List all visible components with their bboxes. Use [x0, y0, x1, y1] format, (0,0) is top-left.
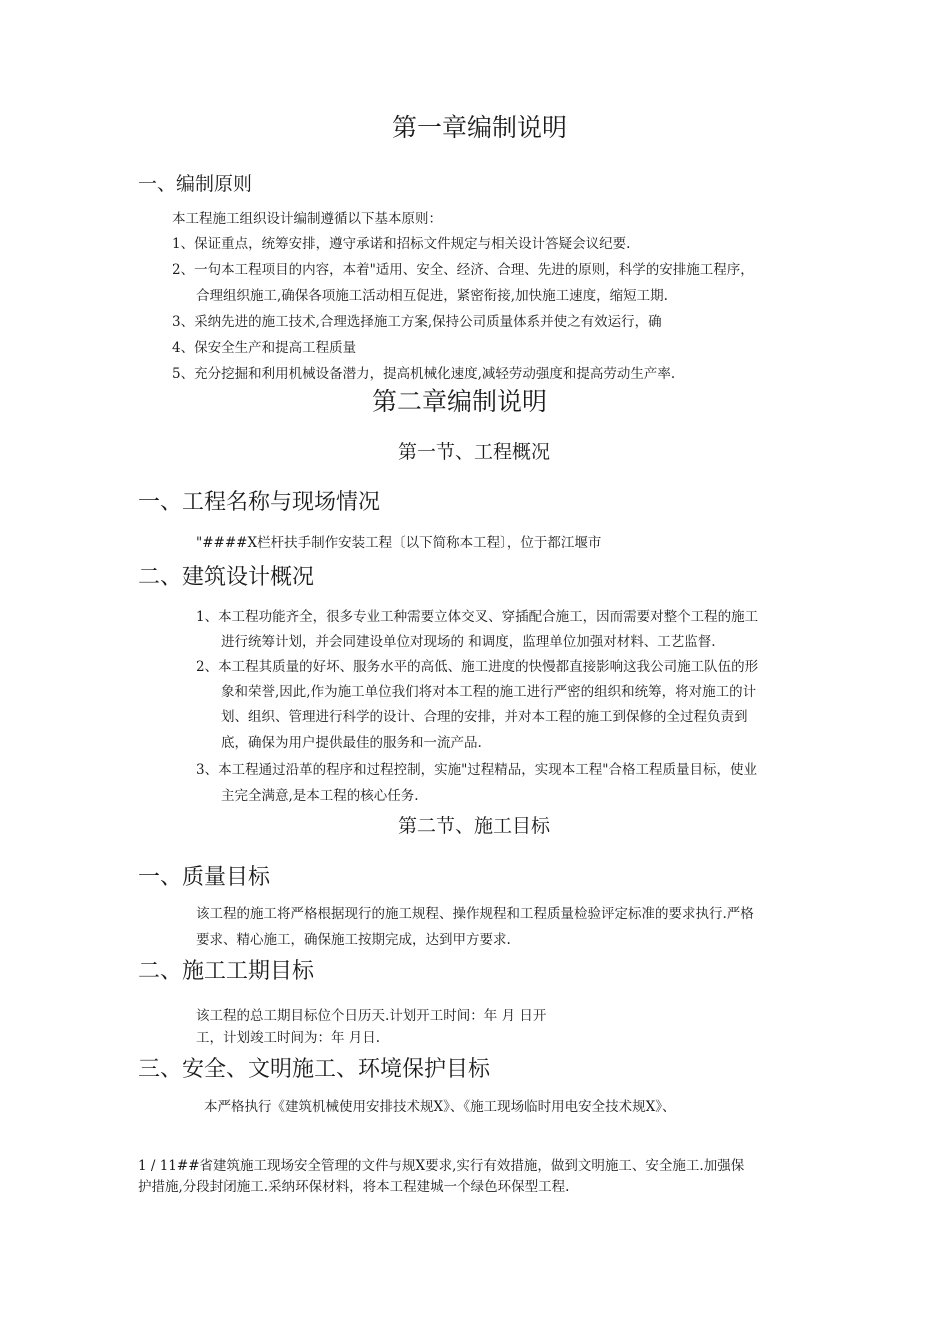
design-overview-line: 3、本工程通过沿革的程序和过程控制，实施"过程精品，实现本工程"合格工程质量目标，使业	[196, 762, 758, 778]
safety-heading: 三、安全、文明施工、环境保护目标	[138, 1057, 491, 1082]
chapter1-title: 第一章编制说明	[392, 113, 568, 142]
design-overview-line: 进行统筹计划，并会同建设单位对现场的 和调度，监理单位加强对材料、工艺监督.	[221, 634, 716, 650]
chapter1-intro: 本工程施工组织设计编制遵循以下基本原则：	[172, 211, 442, 227]
safety-line: 本严格执行《建筑机械使用安排技术规X》、《施工现场临时用电安全技术规X》、	[204, 1099, 676, 1115]
chapter1-item: 3、采纳先进的施工技术,合理选择施工方案,保持公司质量体系并使之有效运行，确	[172, 314, 662, 330]
schedule-line: 工，计划竣工时间为：年 月日.	[196, 1030, 381, 1046]
footer-line: 1 / 11##省建筑施工现场安全管理的文件与规X要求,实行有效措施，做到文明施工、安全施工.加强保	[138, 1158, 745, 1174]
chapter1-item: 合理组织施工,确保各项施工活动相互促进，紧密衔接,加快施工速度，缩短工期.	[196, 288, 668, 304]
chapter1-item: 2、一句本工程项目的内容，本着"适用、安全、经济、合理、先进的原则，科学的安排施工程序，	[172, 262, 754, 278]
design-overview-line: 2、本工程其质量的好坏、服务水平的高低、施工进度的快慢都直接影响这我公司施工队伍的形	[196, 659, 759, 675]
design-overview-line: 象和荣誉,因此,作为施工单位我们将对本工程的施工进行严密的组织和统筹，将对施工的计	[221, 684, 757, 700]
design-overview-line: 底，确保为用户提供最佳的服务和一流产品.	[221, 735, 482, 751]
design-overview-line: 1、本工程功能齐全，很多专业工种需要立体交叉、穿插配合施工，因而需要对整个工程的施工	[196, 609, 759, 625]
design-overview-line: 划、组织、管理进行科学的设计、合理的安排，并对本工程的施工到保修的全过程负责到	[221, 709, 748, 725]
quality-line: 该工程的施工将严格根据现行的施工规程、操作规程和工程质量检验评定标准的要求执行.严格	[196, 906, 754, 922]
schedule-line: 该工程的总工期目标位个日历天.计划开工时间：年 月 日开	[196, 1008, 547, 1024]
project-name-text: "####X栏杆扶手制作安装工程〔以下简称本工程〕，位于都江堰市	[196, 535, 602, 551]
section1-title: 第一节、工程概况	[398, 441, 551, 463]
chapter2-title: 第二章编制说明	[372, 387, 548, 416]
design-overview-heading: 二、建筑设计概况	[138, 565, 315, 590]
schedule-heading: 二、施工工期目标	[138, 959, 315, 984]
chapter1-item: 5、充分挖掘和利用机械设备潜力，提高机械化速度,减轻劳动强度和提高劳动生产率.	[172, 366, 676, 382]
design-overview-line: 主完全满意,是本工程的核心任务.	[221, 788, 419, 804]
section2-title: 第二节、施工目标	[398, 815, 551, 837]
chapter1-section-heading: 一、编制原则	[138, 173, 253, 195]
quality-heading: 一、质量目标	[138, 865, 271, 890]
project-name-heading: 一、工程名称与现场情况	[138, 490, 381, 515]
chapter1-item: 4、保安全生产和提高工程质量	[172, 340, 357, 356]
footer-line: 护措施,分段封闭施工.采纳环保材料，将本工程建城一个绿色环保型工程.	[138, 1179, 570, 1195]
quality-line: 要求、精心施工，确保施工按期完成，达到甲方要求.	[196, 932, 511, 948]
chapter1-item: 1、保证重点，统筹安排，遵守承诺和招标文件规定与相关设计答疑会议纪要.	[172, 236, 631, 252]
